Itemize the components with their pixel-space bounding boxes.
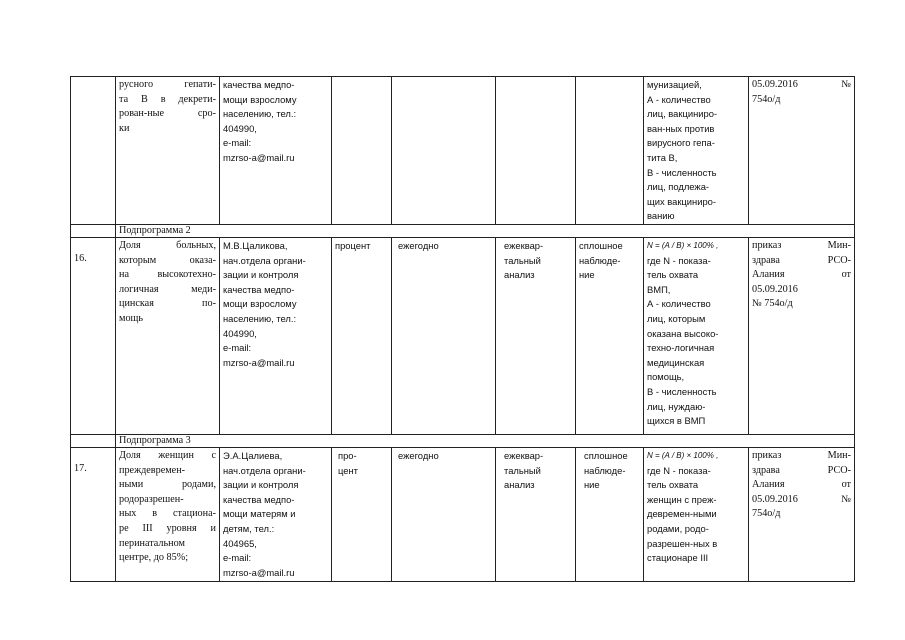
cell-indicator: русного гепати- та В в декрети- рован-ные сро- ки	[116, 77, 220, 225]
indicators-table	[70, 76, 855, 582]
cell-document: приказ Мин- здрава РСО- Алания от 05.09.2016 № 754о/д	[749, 238, 855, 435]
cell-number: 16.	[71, 238, 116, 435]
cell-indicator: Доля женщин с преждевремен- ными родами, родоразрешен- ных в стациона- ре III уровня и перинатальном центре, до 85%;	[116, 448, 220, 582]
cell-method: N = (A / B) × 100% , где N - показа- тель охвата ВМП, А - количество лиц, которым оказана высоко- техно-логичная медицинская помощь, В - численность лиц, нуждаю- щихся в ВМП	[644, 238, 749, 435]
formula: N = (A / B) × 100% ,	[647, 451, 719, 460]
cell-document: 05.09.2016 № 754о/д	[749, 77, 855, 225]
cell-unit: про- цент	[332, 448, 392, 582]
cell-unit	[332, 77, 392, 225]
formula: N = (A / B) × 100% ,	[647, 241, 719, 250]
cell-period: ежегодно	[392, 448, 496, 582]
cell-number: 17.	[71, 448, 116, 582]
subprogram-title: Подпрограмма 2	[116, 225, 855, 238]
cell-period	[392, 77, 496, 225]
table-row	[71, 77, 855, 225]
cell-indicator: Доля больных, которым оказа- на высокотехно- логичная меди- цинская по- мощь	[116, 238, 220, 435]
cell-responsible: качества медпо- мощи взрослому населению, тел.: 404990, e-mail: mzrso-a@mail.ru	[220, 77, 332, 225]
table-row	[71, 448, 855, 582]
cell-method: мунизацией, А - количество лиц, вакциниро- ван-ных против вирусного гепа- тита В, В - численность лиц, подлежа- щих вакциниро- ванию	[644, 77, 749, 225]
cell-frequency: ежеквар- тальный анализ	[496, 238, 576, 435]
table-row	[71, 238, 855, 435]
cell-frequency	[496, 77, 576, 225]
cell-document: приказ Мин- здрава РСО- Алания от 05.09.2016 № 754о/д	[749, 448, 855, 582]
cell-observation	[576, 77, 644, 225]
cell-responsible: Э.А.Цалиева, нач.отдела органи- зации и контроля качества медпо- мощи матерям и детям, тел.: 404965, e-mail: mzrso-a@mail.ru	[220, 448, 332, 582]
cell-unit: процент	[332, 238, 392, 435]
cell-observation: сплошное наблюде- ние	[576, 238, 644, 435]
cell-observation: сплошное наблюде- ние	[576, 448, 644, 582]
cell-method: N = (A / B) × 100% , где N - показа- тель охвата женщин с преж- девремен-ными родами, родо- разрешен-ных в стационаре III	[644, 448, 749, 582]
cell-number	[71, 77, 116, 225]
cell-period: ежегодно	[392, 238, 496, 435]
cell-frequency: ежеквар- тальный анализ	[496, 448, 576, 582]
subprogram-title: Подпрограмма 3	[116, 435, 855, 448]
subprogram-row	[71, 435, 855, 448]
cell-responsible: М.В.Цаликова, нач.отдела органи- зации и контроля качества медпо- мощи взрослому населению, тел.: 404990, e-mail: mzrso-a@mail.ru	[220, 238, 332, 435]
subprogram-row	[71, 225, 855, 238]
